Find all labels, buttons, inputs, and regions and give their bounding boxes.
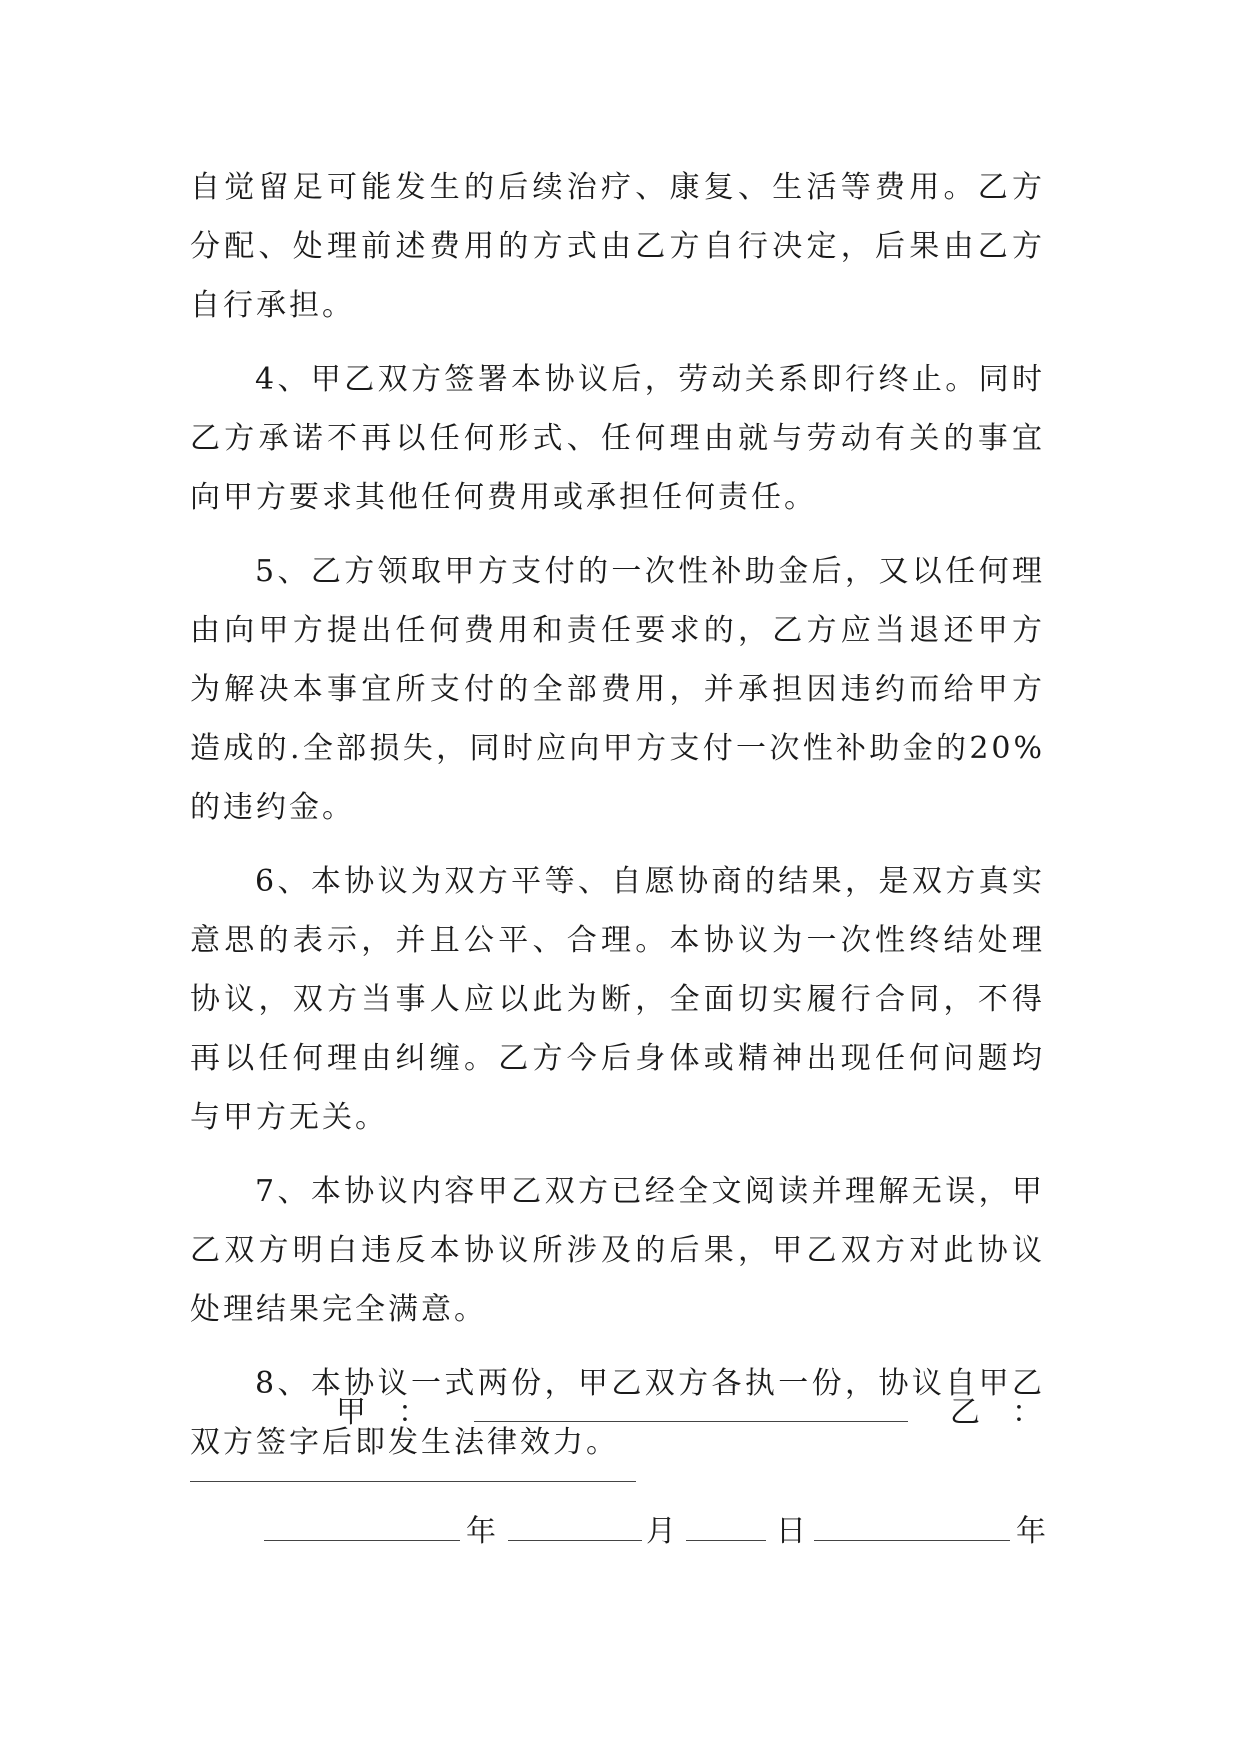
party-b-colon: ： [1012, 1395, 1042, 1430]
party-a-colon: ： [398, 1395, 428, 1430]
party-a-label: 甲 [336, 1395, 366, 1430]
year-label-b: 年 [1016, 1514, 1046, 1549]
party-b-label: 乙 [950, 1395, 980, 1430]
year-label-a: 年 [466, 1514, 496, 1549]
paragraph-clause-6: 6、本协议为双方平等、自愿协商的结果，是双方真实意思的表示，并且公平、合理。本协议为一次性终结处理协议，双方当事人应以此为断，全面切实履行合同，不得再以任何理由纠缠。乙方今后身体或精神出现任何问题均与甲方无关。 [190, 864, 1045, 1135]
party-a-day-blank[interactable] [686, 1540, 766, 1541]
paragraph-clause-4: 4、甲乙双方签署本协议后，劳动关系即行终止。同时乙方承诺不再以任何形式、任何理由就与劳动有关的事宜向甲方要求其他任何费用或承担任何责任。 [190, 362, 1045, 515]
month-label-a: 月 [646, 1514, 676, 1549]
paragraph-clause-7: 7、本协议内容甲乙双方已经全文阅读并理解无误，甲乙双方明白违反本协议所涉及的后果，甲乙双方对此协议处理结果完全满意。 [190, 1174, 1045, 1327]
agreement-body [190, 158, 1045, 1487]
party-a-month-blank[interactable] [508, 1540, 642, 1541]
day-label-a: 日 [776, 1514, 806, 1549]
paragraph-continuation: 自觉留足可能发生的后续治疗、康复、生活等费用。乙方分配、处理前述费用的方式由乙方自行决定，后果由乙方自行承担。 [190, 170, 1045, 323]
party-a-year-blank[interactable] [264, 1540, 460, 1541]
party-b-year-blank[interactable] [814, 1540, 1010, 1541]
party-a-signature-line[interactable] [474, 1421, 908, 1422]
party-b-signature-line[interactable] [190, 1481, 636, 1482]
paragraph-clause-8: 8、本协议一式两份，甲乙双方各执一份，协议自甲乙双方签字后即发生法律效力。 [190, 1366, 1045, 1460]
paragraph-clause-5: 5、乙方领取甲方支付的一次性补助金后，又以任何理由向甲方提出任何费用和责任要求的，乙方应当退还甲方为解决本事宜所支付的全部费用，并承担因违约而给甲方造成的.全部损失，同时应向甲方支付一次性补助金的20%的违约金。 [190, 554, 1045, 825]
